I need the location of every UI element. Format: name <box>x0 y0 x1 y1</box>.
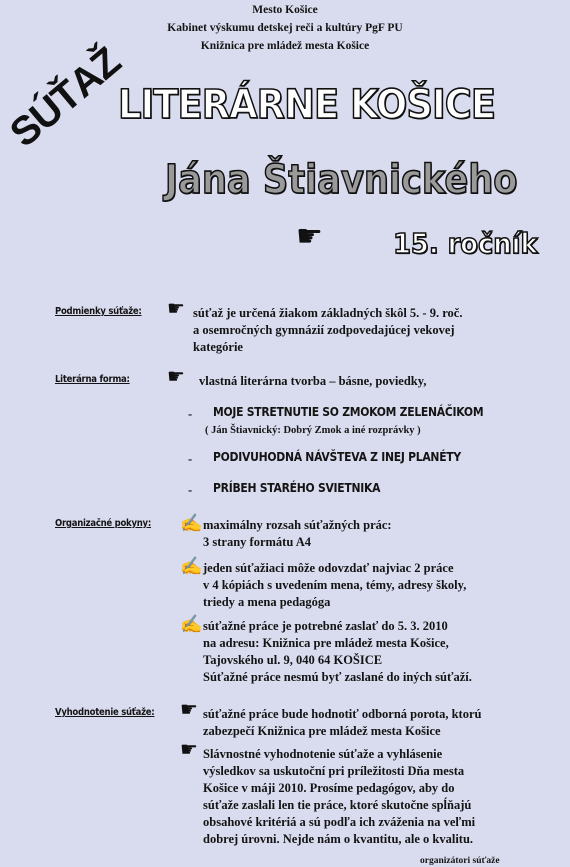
page-title: LITERÁRNE KOŠICE <box>118 82 496 128</box>
conditions-label: Podmienky súťaže: <box>55 306 142 317</box>
topic-3: PRÍBEH STARÉHO SVIETNIKA <box>213 481 381 495</box>
topic-bullet: - <box>188 483 193 497</box>
topic-1: MOJE STRETNUTIE SO ZMOKOM ZELENÁČIKOM <box>213 405 484 419</box>
edition-label: 15. ročník <box>393 227 538 260</box>
organization-item-2-line-1: jeden súťažiaci môže odovzdať najviac 2 práce <box>203 561 454 575</box>
footer-signature: organizátori súťaže <box>420 856 500 866</box>
page-subtitle: Jána Štiavnického <box>165 157 518 203</box>
pointing-hand-icon: ☛ <box>180 739 198 761</box>
pointing-hand-icon: ☛ <box>167 366 185 388</box>
evaluation-item-2-line-5: obsahové kritériá a sú podľa ich zváženia na veľmi <box>203 815 476 829</box>
contest-stamp: SÚŤAŽ <box>2 39 129 156</box>
organization-item-3-line-2: na adresu: Knižnica pre mládež mesta Košice, <box>203 636 449 650</box>
header-library: Knižnica pre mládež mesta Košice <box>200 40 370 52</box>
organization-label: Organizačné pokyny: <box>55 518 151 529</box>
pointing-hand-icon: ☛ <box>296 220 323 253</box>
topic-bullet: - <box>188 452 193 466</box>
organization-item-1-line-1: maximálny rozsah súťažných prác: <box>203 518 392 532</box>
writing-hand-icon: ✍ <box>180 556 203 576</box>
conditions-line-3: kategórie <box>193 340 243 354</box>
organization-item-3-line-3: Tajovského ul. 9, 040 64 KOŠICE <box>203 653 383 667</box>
evaluation-item-2-line-2: výsledkov sa uskutoční pri príležitosti Dňa mesta <box>203 764 465 778</box>
header-department: Kabinet výskumu detskej reči a kultúry PgF PU <box>167 22 403 34</box>
evaluation-item-2-line-1: Slávnostné vyhodnotenie súťaže a vyhlásenie <box>203 747 443 761</box>
conditions-line-1: súťaž je určená žiakom základných škôl 5. - 9. roč. <box>193 306 463 320</box>
evaluation-item-2-line-6: dobrej úrovni. Nejde nám o kvantitu, ale o kvalitu. <box>203 832 474 846</box>
conditions-line-2: a osemročných gymnázií zodpovedajúcej vekovej <box>193 323 455 337</box>
organization-item-3-line-4: Súťažné práce nesmú byť zaslané do iných súťaží. <box>203 670 472 684</box>
topic-source-note: ( Ján Štiavnický: Dobrý Zmok a iné rozprávky ) <box>205 425 421 436</box>
pointing-hand-icon: ☛ <box>167 298 185 320</box>
writing-hand-icon: ✍ <box>180 614 203 634</box>
evaluation-item-2-line-3: Košice v máji 2010. Prosíme pedagógov, aby do <box>203 781 455 795</box>
organization-item-2-line-3: triedy a mena pedagóga <box>203 595 331 609</box>
evaluation-item-2-line-4: súťaže zaslali len tie práce, ktoré skutočne spĺňajú <box>203 798 472 812</box>
organization-item-1-line-2: 3 strany formátu A4 <box>203 535 311 549</box>
writing-hand-icon: ✍ <box>180 513 203 533</box>
form-label: Literárna forma: <box>55 374 130 385</box>
header-city: Mesto Košice <box>252 4 318 16</box>
topic-bullet: - <box>188 407 193 421</box>
pointing-hand-icon: ☛ <box>180 699 198 721</box>
organization-item-2-line-2: v 4 kópiách s uvedením mena, témy, adresy školy, <box>203 578 467 592</box>
evaluation-label: Vyhodnotenie súťaže: <box>55 707 155 718</box>
form-text: vlastná literárna tvorba – básne, poviedky, <box>199 374 427 388</box>
organization-item-3-line-1: súťažné práce je potrebné zaslať do 5. 3. 2010 <box>203 619 448 633</box>
evaluation-item-1-line-1: súťažné práce bude hodnotiť odborná porota, ktorú <box>203 707 482 721</box>
evaluation-item-1-line-2: zabezpečí Knižnica pre mládež mesta Košice <box>203 724 441 738</box>
topic-2: PODIVUHODNÁ NÁVŠTEVA Z INEJ PLANÉTY <box>213 450 461 464</box>
